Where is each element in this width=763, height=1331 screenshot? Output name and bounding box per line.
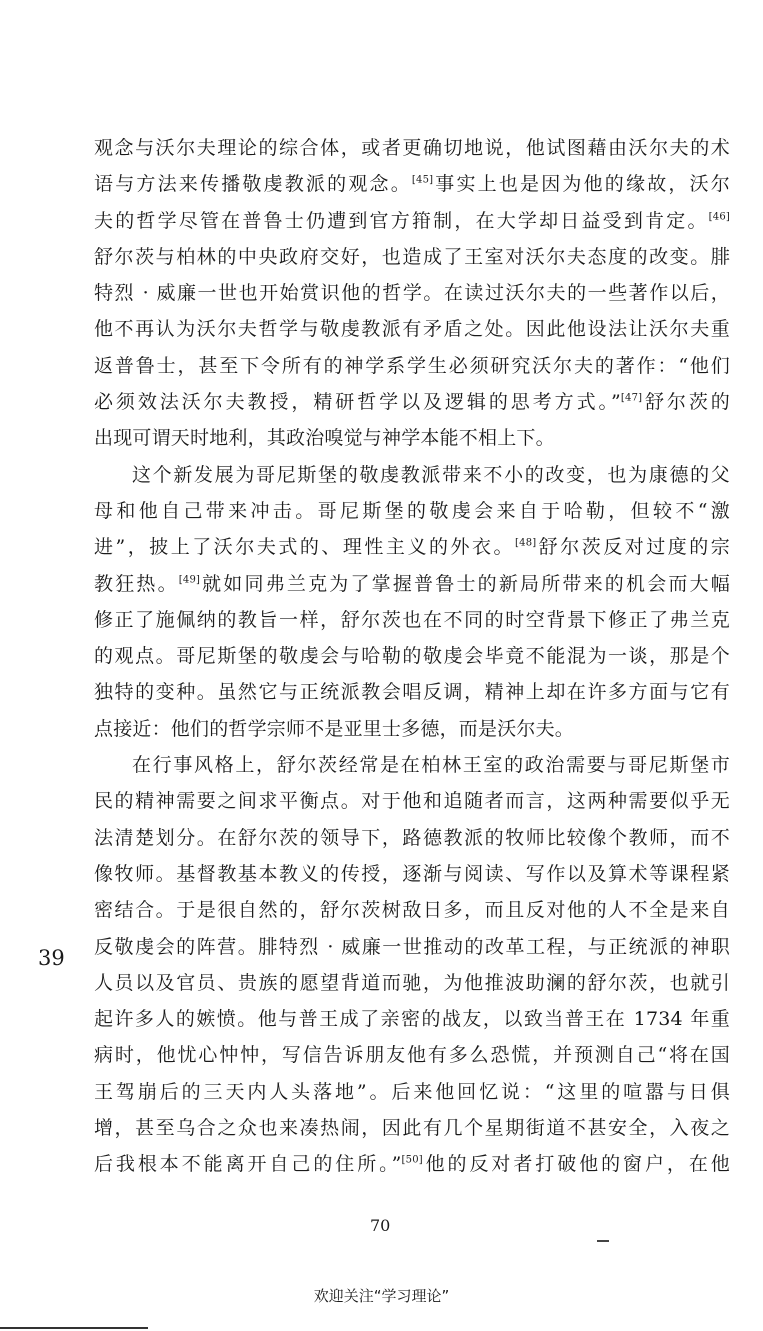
text-segment: 法清楚划分。在舒尔茨的领导下，路德教派的牧师比较像个教师，而不 xyxy=(94,826,730,849)
text-line xyxy=(94,674,730,710)
footnote-ref: [50] xyxy=(401,1154,423,1166)
text-line xyxy=(94,1110,730,1146)
scan-mark xyxy=(597,1240,609,1242)
text-segment: 事实上也是因为他的缘故，沃尔 xyxy=(433,173,730,196)
text-segment: 这个新发展为哥尼斯堡的敬虔教派带来不小的改变，也为康德的父 xyxy=(132,463,730,486)
text-segment: 观念与沃尔夫理论的综合体，或者更确切地说，他试图藉由沃尔夫的术 xyxy=(94,137,730,159)
footnote-ref: [48] xyxy=(515,537,537,549)
text-segment: 点接近：他们的哲学宗师不是亚里士多德，而是沃尔夫。 xyxy=(94,717,575,740)
text-line xyxy=(94,493,730,529)
footnote-ref: [49] xyxy=(178,574,201,586)
text-segment: 反敬虔会的阵营。腓特烈 · 威廉一世推动的改革工程，与正统派的神职 xyxy=(94,935,730,958)
text-segment: 民的精神需要之间求平衡点。对于他和追随者而言，这两种需要似乎无 xyxy=(94,790,730,813)
text-segment: 的观点。哥尼斯堡的敬虔会与哈勒的敬虔会毕竟不能混为一谈，那是个 xyxy=(94,645,730,668)
text-line xyxy=(94,239,730,275)
page-body xyxy=(94,130,730,1183)
text-segment: 像牧师。基督教基本教义的传授，逐渐与阅读、写作以及算术等课程紧 xyxy=(94,862,730,885)
text-line xyxy=(94,602,730,638)
text-segment: 在行事风格上，舒尔茨经常是在柏林王室的政治需要与哥尼斯堡市 xyxy=(132,754,730,777)
text-segment: 特烈 · 威廉一世也开始赏识他的哲学。在读过沃尔夫的一些著作以后， xyxy=(94,282,730,305)
text-segment: 密结合。于是很自然的，舒尔茨树敌日多，而且反对他的人不全是来自 xyxy=(94,899,730,922)
text-segment: 后我根本不能离开自己的住所。” xyxy=(94,1153,402,1176)
text-segment: 教狂热。 xyxy=(94,572,179,595)
text-segment: 夫的哲学尽管在普鲁士仍遭到官方箝制，在大学却日益受到肯定。 xyxy=(94,209,709,232)
text-line xyxy=(94,275,730,311)
text-line xyxy=(94,638,730,674)
footer-rule xyxy=(0,1327,148,1329)
text-segment: 修正了施佩纳的教旨一样，舒尔茨也在不同的时空背景下修正了弗兰克 xyxy=(94,608,730,631)
text-line xyxy=(94,566,730,602)
text-line xyxy=(94,529,730,565)
text-line xyxy=(94,783,730,819)
footnote-ref: [46] xyxy=(708,211,730,223)
text-line xyxy=(94,892,730,928)
margin-number: 39 xyxy=(38,946,65,970)
text-line xyxy=(94,820,730,856)
text-line xyxy=(94,929,730,965)
text-segment: 病时，他忧心忡忡，写信告诉朋友他有多么恐慌，并预测自己“将在国 xyxy=(94,1044,730,1067)
text-segment: 返普鲁士，甚至下令所有的神学系学生必须研究沃尔夫的著作：“他们 xyxy=(94,354,730,377)
text-segment: 舒尔茨反对过度的宗 xyxy=(536,536,730,559)
footer-text: 欢迎关注“学习理论” xyxy=(313,1287,450,1305)
text-segment: 独特的变种。虽然它与正统派教会唱反调，精神上却在许多方面与它有 xyxy=(94,681,730,704)
text-line xyxy=(94,203,730,239)
text-line xyxy=(94,1146,730,1182)
text-segment: 他的反对者打破他的窗户，在他 xyxy=(422,1153,730,1176)
text-line xyxy=(94,856,730,892)
text-line xyxy=(94,130,730,166)
text-segment: 他不再认为沃尔夫哲学与敬虔教派有矛盾之处。因此他设法让沃尔夫重 xyxy=(94,318,730,341)
text-segment: 王驾崩后的三天内人头落地”。后来他回忆说：“这里的喧嚣与日俱 xyxy=(94,1080,730,1103)
text-line xyxy=(94,747,730,783)
text-segment: 进”，披上了沃尔夫式的、理性主义的外衣。 xyxy=(94,536,516,559)
text-segment: 就如同弗兰克为了掌握普鲁士的新局所带来的机会而大幅 xyxy=(200,572,730,595)
text-segment: 舒尔茨与柏林的中央政府交好，也造成了王室对沃尔夫态度的改变。腓 xyxy=(94,245,730,268)
text-segment: 增，甚至乌合之众也来凑热闹，因此有几个星期街道不甚安全，入夜之 xyxy=(94,1117,730,1140)
text-line xyxy=(94,348,730,384)
text-line xyxy=(94,965,730,1001)
text-line xyxy=(94,457,730,493)
page-number: 70 xyxy=(370,1216,391,1235)
text-line xyxy=(94,311,730,347)
text-segment: 人员以及官员、贵族的愿望背道而驰，为他推波助澜的舒尔茨，也就引 xyxy=(94,971,730,994)
text-line xyxy=(94,1037,730,1073)
text-line xyxy=(94,1001,730,1037)
footnote-ref: [45] xyxy=(411,174,434,186)
text-segment: 语与方法来传播敬虔教派的观念。 xyxy=(94,173,412,196)
text-segment: 必须效法沃尔夫教授，精研哲学以及逻辑的思考方式。” xyxy=(94,391,621,414)
footnote-ref: [47] xyxy=(620,392,643,404)
text-segment: 舒尔茨的 xyxy=(642,391,730,414)
text-segment: 起许多人的嫉愤。他与普王成了亲密的战友，以致当普王在 1734 年重 xyxy=(94,1008,730,1031)
text-line xyxy=(94,1074,730,1110)
text-line xyxy=(94,711,730,747)
text-line xyxy=(94,420,730,456)
text-line xyxy=(94,166,730,202)
text-segment: 母和他自己带来冲击。哥尼斯堡的敬虔会来自于哈勒，但较不“激 xyxy=(94,499,730,522)
text-segment: 出现可谓天时地利，其政治嗅觉与神学本能不相上下。 xyxy=(94,427,555,450)
text-line xyxy=(94,384,730,420)
